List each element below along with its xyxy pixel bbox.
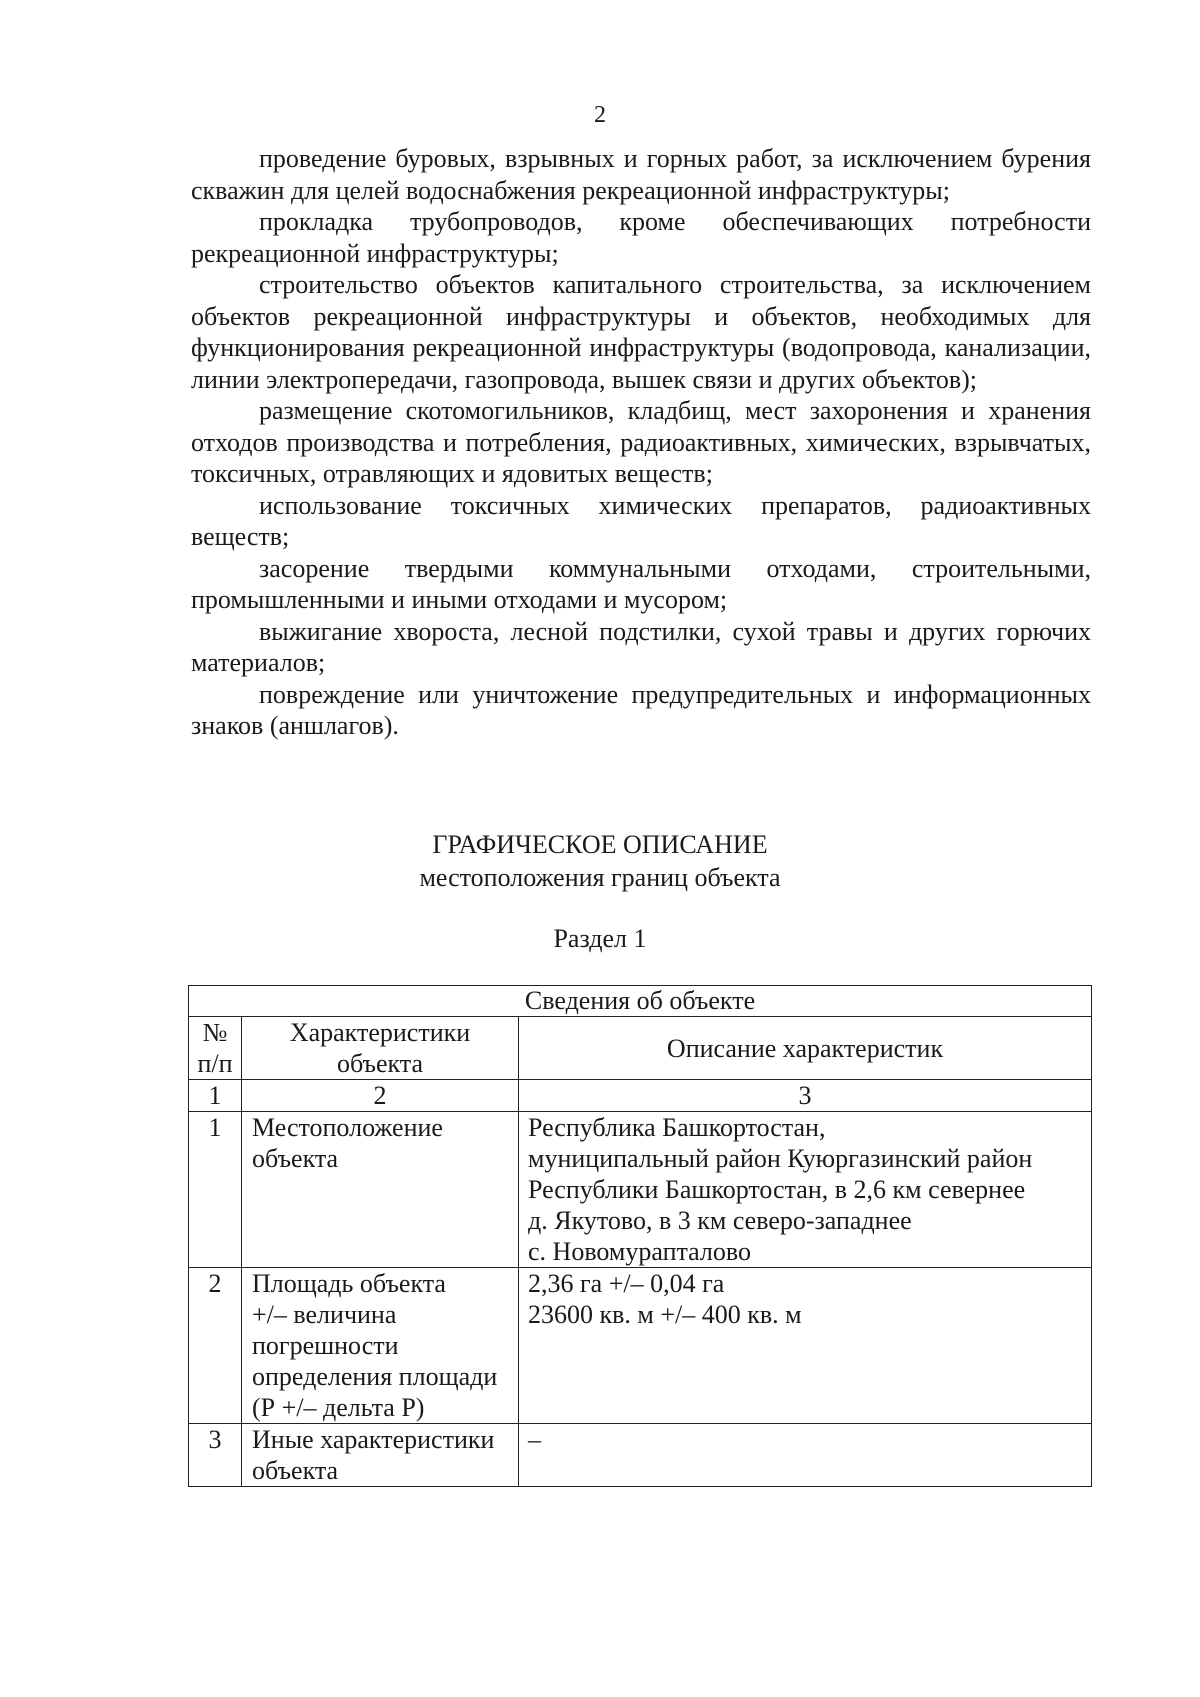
cell-line: Местоположение [252, 1113, 443, 1142]
paragraph: выжигание хвороста, лесной подстилки, сухой травы и других горючих материалов; [191, 616, 1091, 677]
header-characteristics-line: объекта [336, 1049, 424, 1078]
paragraph: использование токсичных химических препаратов, радиоактивных веществ; [191, 490, 1091, 551]
table-row [189, 1424, 1092, 1487]
cell-line: Иные характеристики [252, 1425, 495, 1454]
document-heading [0, 828, 1200, 894]
cell-line: Республика Башкортостан, [528, 1113, 826, 1142]
header-number [189, 1017, 242, 1080]
object-info-table [188, 985, 1092, 1487]
cell-line: Площадь объекта [252, 1269, 446, 1298]
header-number-line: № [202, 1018, 228, 1047]
heading-title: ГРАФИЧЕСКОЕ ОПИСАНИЕ [432, 830, 768, 859]
column-number: 3 [519, 1080, 1092, 1112]
header-description: Описание характеристик [519, 1017, 1092, 1080]
column-number: 2 [242, 1080, 519, 1112]
heading-subtitle: местоположения границ объекта [419, 863, 781, 892]
cell-line: с. Новомурапталово [528, 1237, 752, 1266]
row-description [519, 1112, 1092, 1268]
cell-line: объекта [252, 1144, 339, 1173]
row-number: 3 [189, 1424, 242, 1487]
row-description [519, 1268, 1092, 1424]
header-number-line: п/п [197, 1049, 233, 1078]
cell-line: Республики Башкортостан, в 2,6 км севернее [528, 1175, 1026, 1204]
section-title: Раздел 1 [553, 924, 647, 953]
cell-line: объекта [252, 1456, 339, 1485]
row-characteristic [242, 1112, 519, 1268]
cell-line: д. Якутово, в 3 км северо-западнее [528, 1206, 912, 1235]
cell-line: (Р +/– дельта Р) [252, 1393, 425, 1422]
table-row [189, 1112, 1092, 1268]
paragraph: повреждение или уничтожение предупредительных и информационных знаков (аншлагов). [191, 679, 1091, 740]
row-characteristic [242, 1268, 519, 1424]
restrictions-list [191, 143, 1091, 742]
header-characteristics [242, 1017, 519, 1080]
column-number: 1 [189, 1080, 242, 1112]
cell-line: – [528, 1425, 541, 1454]
cell-line: 2,36 га +/– 0,04 га [528, 1269, 725, 1298]
cell-line: погрешности [252, 1331, 399, 1360]
row-number: 1 [189, 1112, 242, 1268]
page-number: 2 [594, 102, 606, 128]
row-description [519, 1424, 1092, 1487]
cell-line: +/– величина [252, 1300, 397, 1329]
paragraph: строительство объектов капитального строительства, за исключением объектов рекреационной инфраструктуры и объектов, необходимых для функционирования рекреационной инфраструктуры (водопровода, канализации, линии электропередачи, газопровода, вышек связи и других объектов); [191, 270, 1091, 394]
paragraph: засорение твердыми коммунальными отходами, строительными, промышленными и иными отходами и мусором; [191, 553, 1091, 614]
cell-line: 23600 кв. м +/– 400 кв. м [528, 1300, 802, 1329]
paragraph: проведение буровых, взрывных и горных работ, за исключением бурения скважин для целей водоснабжения рекреационной инфраструктуры; [191, 144, 1091, 205]
table-caption: Сведения об объекте [189, 986, 1092, 1017]
row-characteristic [242, 1424, 519, 1487]
cell-line: муниципальный район Куюргазинский район [528, 1144, 1033, 1173]
paragraph: размещение скотомогильников, кладбищ, мест захоронения и хранения отходов производства и потребления, радиоактивных, химических, взрывчатых, токсичных, отравляющих и ядовитых веществ; [191, 396, 1091, 488]
table-row [189, 1268, 1092, 1424]
header-characteristics-line: Характеристики [289, 1018, 471, 1047]
row-number: 2 [189, 1268, 242, 1424]
cell-line: определения площади [252, 1362, 498, 1391]
paragraph: прокладка трубопроводов, кроме обеспечивающих потребности рекреационной инфраструктуры; [191, 207, 1091, 268]
